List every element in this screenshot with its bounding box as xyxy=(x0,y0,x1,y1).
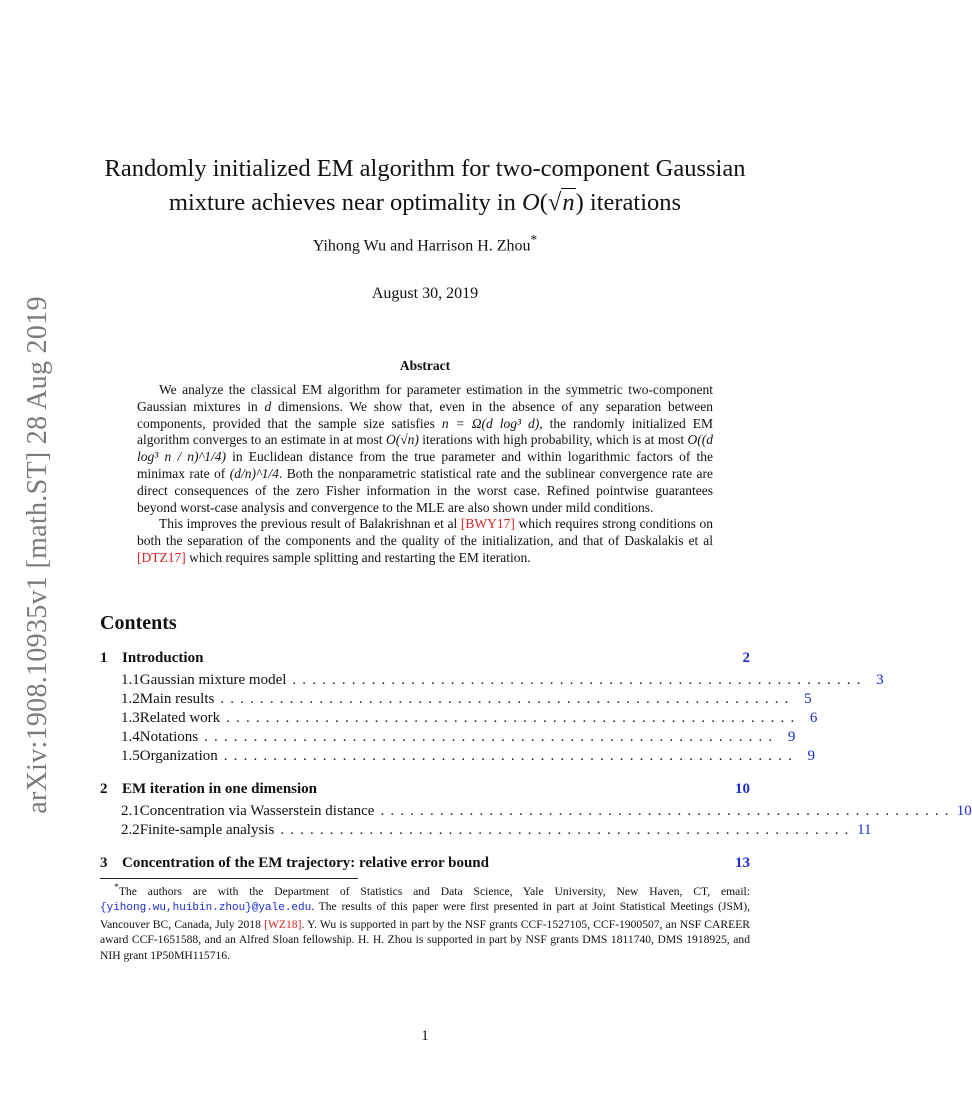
toc-page-link[interactable]: 3 xyxy=(876,672,884,688)
authors: Yihong Wu and Harrison H. Zhou xyxy=(312,237,531,255)
toc-leader: . . . . . . . . . . . . . . . . . . . . . . . . . . . . . . . . . . . . . . . . . . . . . . . . . . . . . . . . . . xyxy=(226,710,796,726)
toc-page-link[interactable]: 9 xyxy=(807,748,816,764)
toc-section-number: 1 xyxy=(100,650,108,666)
title-line-2-end: iterations xyxy=(583,189,682,216)
toc-page-link[interactable]: 6 xyxy=(809,710,818,726)
footnote-text: . The results of this paper were first presented in part at Joint Statistical Meetings (JSM), Vancouver BC, Canada, July 2018 xyxy=(100,900,750,931)
toc-section-title[interactable]: Concentration of the EM trajectory: relative error bound xyxy=(122,855,489,871)
abstract-paragraph-1 xyxy=(137,382,713,516)
toc-leader: . . . . . . . . . . . . . . . . . . . . . . . . . . . . . . . . . . . . . . . . . . . . . . . . . . . . . . . . . . xyxy=(292,672,862,688)
toc-page-link[interactable]: 2 xyxy=(742,650,750,666)
title-line-2: mixture achieves near optimality in O(√n) iterations xyxy=(100,186,750,220)
toc-subsection-title[interactable]: Notations xyxy=(139,729,199,745)
footnote xyxy=(100,880,750,963)
toc-page-link[interactable]: 13 xyxy=(735,855,750,871)
toc-subsection[interactable] xyxy=(100,822,872,841)
math-minimax-rate: (d/n)^1/4 xyxy=(229,465,279,481)
math-rate: O((d log³ n / n)^1/4) xyxy=(137,432,713,465)
author-footnote-mark[interactable]: * xyxy=(530,232,538,247)
toc-leader: . . . . . . . . . . . . . . . . . . . . . . . . . . . . . . . . . . . . . . . . . . . . . . . . . . . . . . . . . . xyxy=(223,748,794,764)
abstract-text: This improves the previous result of Balakrishnan et al xyxy=(159,516,461,532)
math-d: d xyxy=(264,398,272,414)
abstract-text: in Euclidean distance from the true parameter and within logarithmic factors of the minimax rate of xyxy=(137,449,713,481)
toc-subsection-number: 1.2 xyxy=(121,691,140,707)
toc-page-link[interactable]: 9 xyxy=(787,729,796,745)
abstract-text: We analyze the classical EM algorithm for parameter estimation in the symmetric two-component Gaussian mixtures in xyxy=(137,382,713,414)
footnote-text: The authors are with the Department of Statistics and Data Science, Yale University, New Haven, CT, email: xyxy=(118,884,750,898)
toc-section-number: 2 xyxy=(100,781,108,797)
arxiv-sidebar-stamp xyxy=(8,296,68,814)
footnote-rule xyxy=(100,878,358,879)
paper-title xyxy=(100,152,750,220)
title-big-o: O xyxy=(522,189,540,216)
math-iterations: O(√n) xyxy=(385,432,419,448)
toc-subsection[interactable] xyxy=(100,729,796,748)
toc-leader: . . . . . . . . . . . . . . . . . . . . . . . . . . . . . . . . . . . . . . . . . . . . . . . . . . . . . . . . . . xyxy=(204,729,774,745)
toc-subsection-number: 1.1 xyxy=(121,672,140,688)
toc-subsection-number: 2.1 xyxy=(121,803,140,819)
toc-leader: . . . . . . . . . . . . . . . . . . . . . . . . . . . . . . . . . . . . . . . . . . . . . . . . . . . . . . . . . . xyxy=(380,803,950,819)
abstract-text: which requires strong conditions on both the separation of the components and the quality of the initialization, and that of Daskalakis et al xyxy=(137,516,713,549)
math-sample-condition: n = Ω(d log³ d) xyxy=(441,415,540,431)
toc-section-number: 3 xyxy=(100,855,108,871)
toc-subsection-title[interactable]: Gaussian mixture model xyxy=(139,672,287,688)
toc-subsection[interactable] xyxy=(100,748,816,767)
toc-subsection-title[interactable]: Finite-sample analysis xyxy=(139,822,275,838)
abstract-paragraph-2 xyxy=(137,516,713,566)
toc-subsection-title[interactable]: Main results xyxy=(139,691,215,707)
citation-link[interactable]: [DTZ17] xyxy=(137,549,186,565)
citation-link[interactable]: [BWY17] xyxy=(460,516,515,532)
toc-subsection-number: 1.5 xyxy=(121,748,140,764)
title-sqrt: √n xyxy=(547,189,575,216)
contents-heading: Contents xyxy=(100,612,177,634)
abstract-text: which requires sample splitting and restarting the EM iteration. xyxy=(185,549,531,565)
abstract-heading: Abstract xyxy=(399,358,451,373)
abstract-body xyxy=(137,382,713,567)
table-of-contents xyxy=(100,650,972,877)
toc-subsection[interactable] xyxy=(100,691,812,710)
toc-subsection-number: 1.3 xyxy=(121,710,140,726)
email-link[interactable]: {yihong.wu,huibin.zhou}@yale.edu xyxy=(100,902,312,915)
toc-gap xyxy=(100,841,750,855)
toc-subsection-title[interactable]: Concentration via Wasserstein distance xyxy=(139,803,375,819)
toc-page-link[interactable]: 10 xyxy=(735,781,750,797)
toc-page-link[interactable]: 10 xyxy=(956,803,972,819)
title-line-2-text: mixture achieves near optimality in xyxy=(168,189,523,216)
toc-leader: . . . . . . . . . . . . . . . . . . . . . . . . . . . . . . . . . . . . . . . . . . . . . . . . . . . . . . . . . . xyxy=(280,822,850,838)
toc-subsection[interactable] xyxy=(100,803,972,822)
abstract-text: iterations with high probability, which is at most xyxy=(418,432,688,448)
toc-page-link[interactable]: 5 xyxy=(804,691,812,707)
page-number: 1 xyxy=(421,1028,429,1044)
arxiv-id: arXiv:1908.10935v1 [math.ST] 28 Aug 2019 xyxy=(22,296,53,814)
toc-section[interactable] xyxy=(100,781,750,803)
abstract-text: dimensions. We show that, even in the absence of any separation between components, provided that the sample size satisfies xyxy=(137,398,713,431)
abstract-text: . Both the nonparametric statistical rate and the sublinear convergence rate are direct consequences of the zero Fisher information in the worst case. Refined pointwise guarantees beyond worst-case analysis and convergence to the MLE are also shown under mild conditions. xyxy=(137,465,713,515)
toc-section-title[interactable]: EM iteration in one dimension xyxy=(122,781,318,797)
footnote-text: . Y. Wu is supported in part by the NSF grants CCF-1527105, CCF-1900507, an NSF CAREER award CCF-1651588, and an Alfred Sloan fellowship. H. H. Zhou is supported in part by NSF grants DMS 1811740, DMS 1918925, and NIH grant 1P50MH115716. xyxy=(100,917,751,962)
toc-subsection[interactable] xyxy=(100,710,818,729)
toc-subsection-title[interactable]: Related work xyxy=(139,710,221,726)
title-line-1: Randomly initialized EM algorithm for two-component Gaussian xyxy=(104,155,746,182)
paper-date: August 30, 2019 xyxy=(371,285,479,302)
toc-subsection-title[interactable]: Organization xyxy=(139,748,218,764)
author-line xyxy=(100,232,750,255)
citation-link[interactable]: [WZ18] xyxy=(264,917,302,931)
toc-gap xyxy=(100,767,750,781)
toc-leader: . . . . . . . . . . . . . . . . . . . . . . . . . . . . . . . . . . . . . . . . . . . . . . . . . . . . . . . . . . xyxy=(220,691,790,707)
toc-subsection[interactable] xyxy=(100,672,884,691)
toc-section[interactable] xyxy=(100,650,750,672)
footnote-mark: * xyxy=(114,882,119,893)
toc-subsection-number: 2.2 xyxy=(121,822,140,838)
toc-page-link[interactable]: 11 xyxy=(857,822,872,838)
title-sqrt-n: n xyxy=(562,189,575,216)
toc-section-title[interactable]: Introduction xyxy=(122,650,204,666)
toc-subsection-number: 1.4 xyxy=(121,729,140,745)
toc-section[interactable] xyxy=(100,855,750,877)
abstract-text: , the randomly initialized EM algorithm converges to an estimate in at most xyxy=(137,415,713,448)
